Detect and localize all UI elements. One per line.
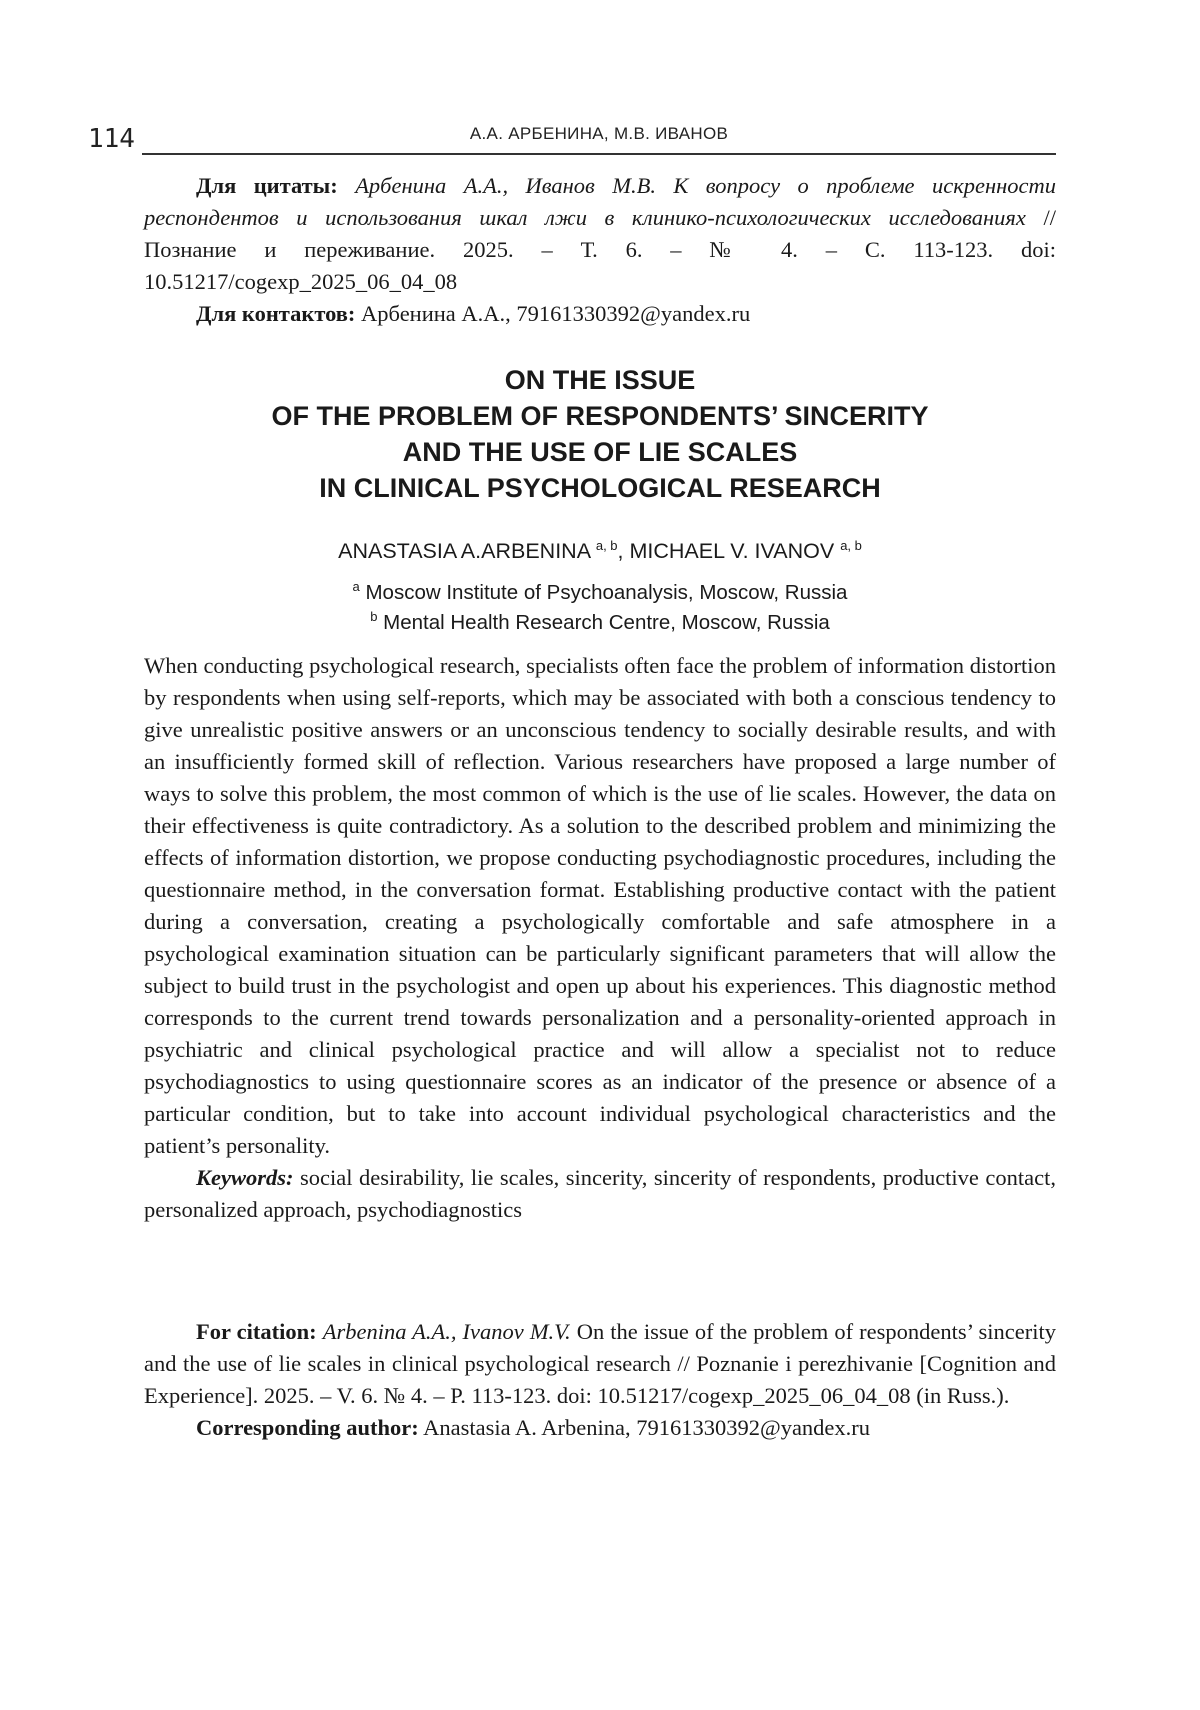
citation-en-rest: On the issue of the problem of respondents’ sincerity and the use of lie scales in clinical psychological research // Poznanie i perezhivanie [Cognition and Experience]. 2025. – V. 6. № 4. – P. 113-123. doi: 10.51217/cogexp_2025_06_04_08 (in Russ.).	[144, 1319, 1056, 1408]
running-head-authors: А.А. АРБЕНИНА, М.В. ИВАНОВ	[469, 124, 729, 143]
abstract-text: When conducting psychological research, specialists often face the problem of information distortion by respondents when using self-reports, which may be associated with both a conscious tendency to give unrealistic positive answers or an unconscious tendency to socially desirable results, and with an insufficiently formed skill of reflection. Various researchers have proposed a large number of ways to solve this problem, the most common of which is the use of lie scales. However, the data on their effectiveness is quite contradictory. As a solution to the described problem and minimizing the effects of information distortion, we propose conducting psychodiagnostic procedures, including the questionnaire method, in the conversation format. Establishing productive contact with the patient during a conversation, creating a psychologically comfortable and safe atmosphere in a psychological examination situation can be particularly significant parameters that will allow the subject to build trust in the psychologist and open up about his experiences. This diagnostic method corresponds to the current trend towards personalization and a personality-oriented approach in psychiatric and clinical psychological practice and will allow a specialist not to reduce psychodiagnostics to using questionnaire scores as an indicator of the presence or absence of a particular condition, but to take into account individual psychological characteristics and the patient’s personality.	[144, 653, 1056, 1158]
citation-en	[144, 1316, 1056, 1412]
keywords-list: social desirability, lie scales, sincerity, sincerity of respondents, productive contact, personalized approach, psychodiagnostics	[144, 1165, 1057, 1222]
running-header	[88, 120, 1056, 160]
keywords	[144, 1162, 1056, 1226]
affiliation-a	[144, 578, 1056, 608]
article-title	[144, 362, 1056, 506]
citation-en-label: For citation:	[196, 1319, 317, 1344]
corresponding-value: Anastasia A. Arbenina, 79161330392@yandex.ru	[423, 1415, 871, 1440]
author-name: MICHAEL V. IVANOV	[629, 539, 835, 563]
author-affiliation-marks: a, b	[840, 538, 862, 553]
citation-ru-label: Для цитаты:	[196, 173, 338, 198]
page-number: 114	[88, 124, 135, 154]
author-affiliation-marks: a, b	[595, 538, 618, 553]
author-name: ANASTASIA A.ARBENINA	[338, 539, 590, 563]
affiliation-text: Moscow Institute of Psychoanalysis, Moscow, Russia	[365, 581, 848, 604]
corresponding-label: Corresponding author:	[196, 1415, 419, 1440]
affiliation-b	[144, 608, 1056, 638]
author-line: ANASTASIA A.ARBENINA $^{a, b}$, MICHAEL V. IVANOV $^{a, b}$	[338, 538, 862, 563]
citation-ru	[144, 170, 1056, 298]
citation-en-authors: Arbenina A.A., Ivanov M.V.	[322, 1319, 571, 1344]
title-line: ON THE ISSUE	[504, 365, 696, 395]
keywords-label: Keywords:	[196, 1165, 294, 1190]
citation-ru-block	[144, 170, 1056, 330]
contact-ru-value: Арбенина А.А., 79161330392@yandex.ru	[361, 301, 751, 326]
contact-ru	[144, 298, 1056, 330]
corresponding-author	[144, 1412, 1056, 1444]
citation-ru-title: К вопросу о проблеме искренности респондентов и использования шкал лжи в клинико-психологических исследованиях	[144, 173, 1057, 230]
contact-ru-label: Для контактов:	[196, 301, 356, 326]
citation-ru-authors: Арбенина А.А., Иванов М.В.	[355, 173, 656, 198]
affiliation-text: Mental Health Research Centre, Moscow, Russia	[383, 611, 830, 634]
title-line: IN CLINICAL PSYCHOLOGICAL RESEARCH	[319, 473, 881, 503]
header-rule	[142, 153, 1056, 155]
abstract	[144, 650, 1056, 1226]
affiliation-mark: a	[352, 579, 360, 594]
title-line: AND THE USE OF LIE SCALES	[402, 437, 798, 467]
citation-ru-source: // Познание и переживание. 2025. – Т. 6. – № 4. – С. 113-123. doi: 10.51217/cogexp_2025_06_04_08	[144, 205, 1056, 294]
title-line: OF THE PROBLEM OF RESPONDENTS’ SINCERITY	[271, 401, 929, 431]
citation-en-block	[144, 1316, 1056, 1444]
affiliation-mark: b	[370, 609, 378, 624]
